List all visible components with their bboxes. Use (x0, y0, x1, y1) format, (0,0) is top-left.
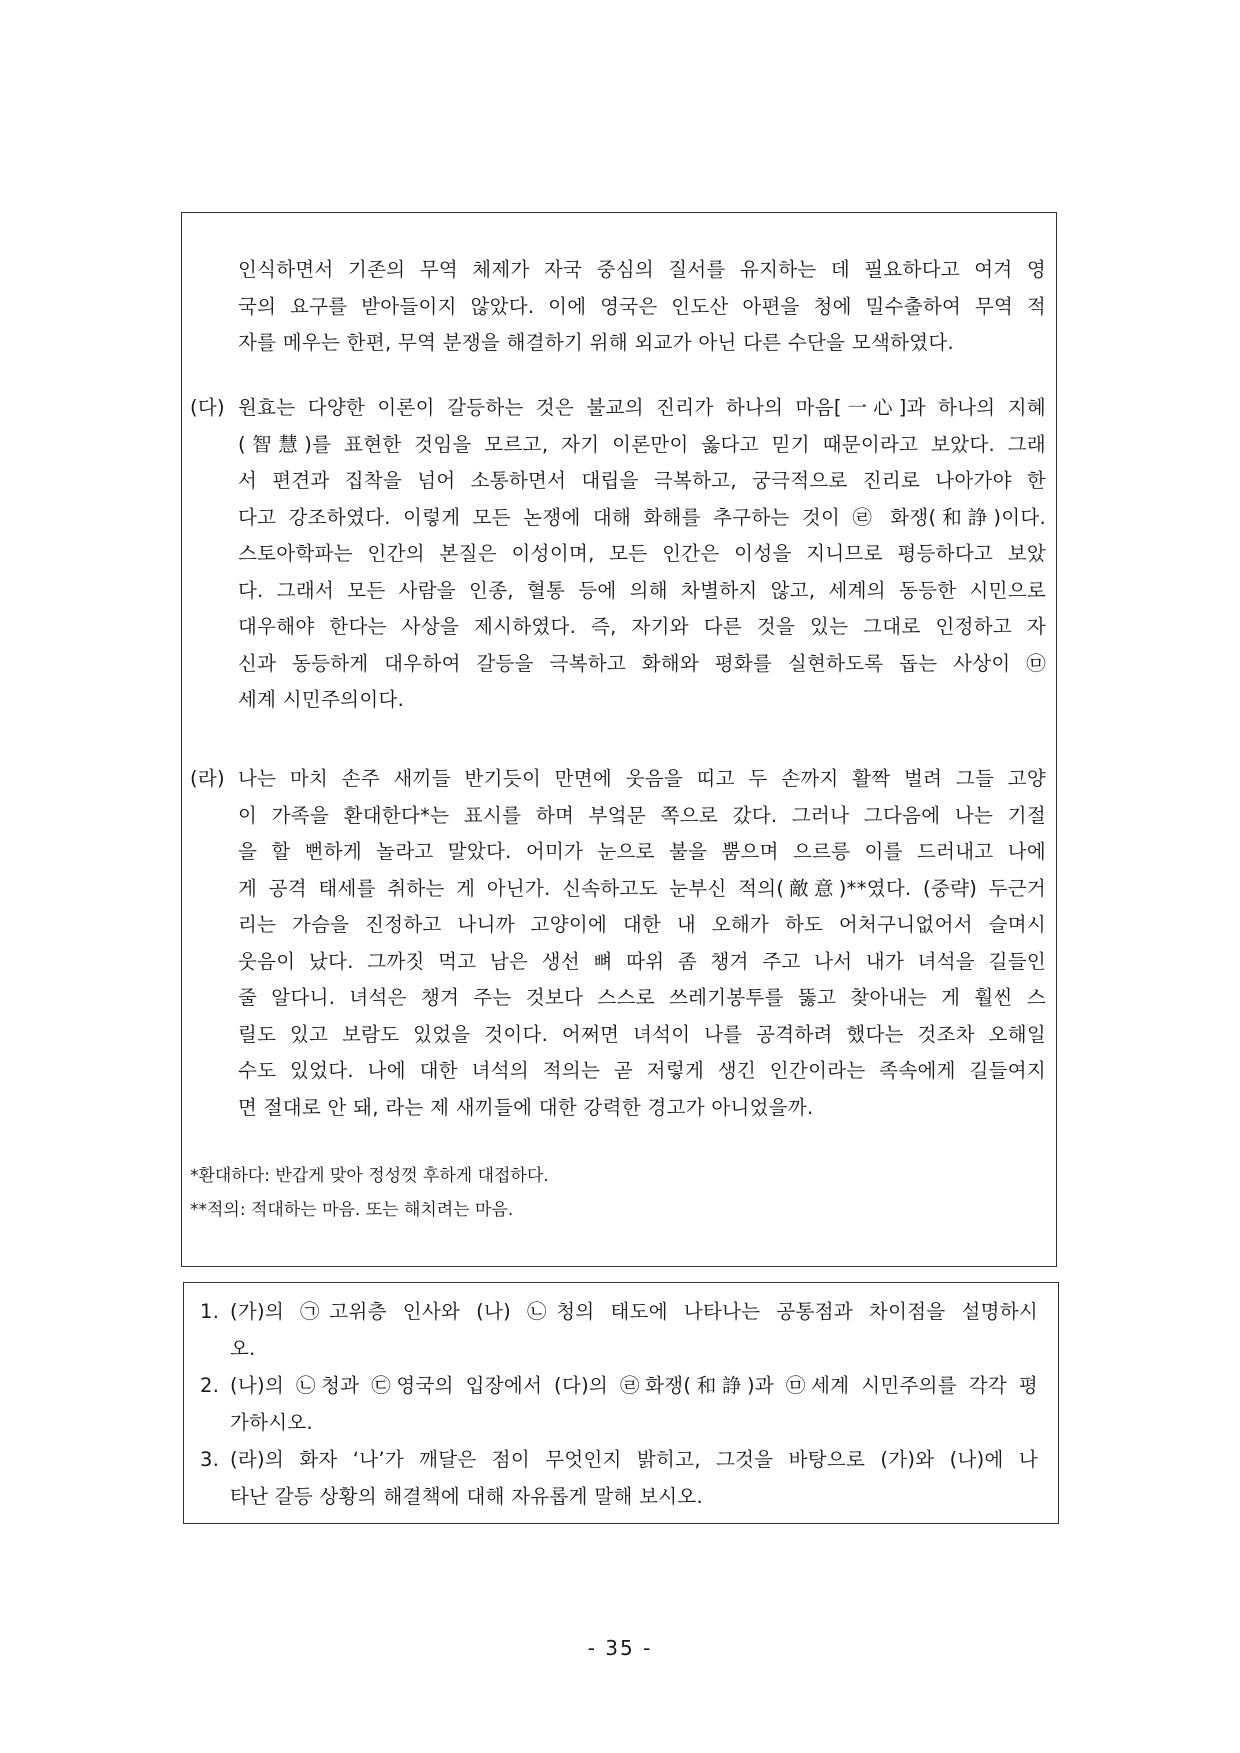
question-number: 1. (200, 1300, 220, 1323)
text-line: (나)의 ㉡청과 ㉢영국의 입장에서 (다)의 ㉣화쟁(和諍)과 ㉤세계 시민주의를 각각 평 (230, 1374, 1038, 1397)
text-line: 이 가족을 환대한다*는 표시를 하며 부엌문 쪽으로 갔다. 그러나 그다음에 나는 기절 (238, 803, 1046, 827)
text-line: 오. (230, 1336, 256, 1360)
question-number: 3. (200, 1448, 220, 1471)
text-line: 줄 알다니. 녀석은 챙겨 주는 것보다 스스로 쓰레기봉투를 뚫고 찾아내는 게 훨씬 스 (238, 986, 1046, 1009)
text-line: 타난 갈등 상황의 해결책에 대해 자유롭게 말해 보시오. (230, 1484, 704, 1508)
text-line: 국의 요구를 받아들이지 않았다. 이에 영국은 인도산 아편을 청에 밀수출하여 무역 적 (238, 294, 1046, 318)
text-line: 수도 있었다. 나에 대한 녀석의 적의는 곧 저렇게 생긴 인간이라는 족속에게 길들여지 (238, 1059, 1046, 1082)
text-line: (라)의 화자 ‘나’가 깨달은 점이 무엇인지 밝히고, 그것을 바탕으로 (가)와 (나)에 나 (230, 1448, 1038, 1471)
page-number: - 35 - (587, 1636, 653, 1660)
question-box (183, 1282, 1059, 1524)
text-line: 리는 가슴을 진정하고 나니까 고양이에 대한 내 오해가 하도 어처구니없어서 슬며시 (238, 913, 1046, 936)
footnote: *환대하다: 반갑게 맞아 정성껏 후하게 대접하다. (190, 1166, 549, 1186)
passage-box (181, 212, 1057, 1267)
text-line: 게 공격 태세를 취하는 게 아닌가. 신속하고도 눈부신 적의(敵意)**였다. (중략) 두근거 (238, 876, 1046, 900)
footnote: **적의: 적대하는 마음. 또는 해치려는 마음. (190, 1200, 514, 1220)
text-line: 나는 마치 손주 새끼들 반기듯이 만면에 웃음을 띠고 두 손까지 활짝 벌려 그들 고양 (238, 767, 1046, 790)
text-line: (가)의 ㉠고위층 인사와 (나) ㉡청의 태도에 나타나는 공통점과 차이점을 설명하시 (230, 1300, 1038, 1323)
text-line: 릴도 있고 보람도 있었을 것이다. 어쩌면 녀석이 나를 공격하려 했다는 것조차 오해일 (238, 1022, 1046, 1046)
text-line: 면 절대로 안 돼, 라는 제 새끼들에 대한 강력한 경고가 아니었을까. (238, 1095, 814, 1119)
text-line: 을 할 뻔하게 놀라고 말았다. 어미가 눈으로 불을 뿜으며 으르릉 이를 드러내고 나에 (238, 840, 1046, 863)
text-line: 가하시오. (230, 1410, 314, 1434)
text-line: (智慧)를 표현한 것임을 모르고, 자기 이론만이 옳다고 믿기 때문이라고 보았다. 그래 (238, 432, 1046, 456)
text-line: 다고 강조하였다. 이렇게 모든 논쟁에 대해 화해를 추구하는 것이 ㉣ 화쟁(和諍)이다. (238, 505, 1046, 529)
text-line: 자를 메우는 한편, 무역 분쟁을 해결하기 위해 외교가 아닌 다른 수단을 모색하였다. (238, 331, 955, 354)
section-marker: (라) (190, 767, 225, 790)
text-line: 웃음이 났다. 그까짓 먹고 남은 생선 뼈 따위 좀 챙겨 주고 나서 내가 녀석을 길들인 (238, 949, 1046, 973)
section-marker: (다) (190, 396, 225, 419)
text-line: 신과 동등하게 대우하여 갈등을 극복하고 화해와 평화를 실현하도록 돕는 사상이 ㉤ (238, 651, 1046, 675)
text-line: 인식하면서 기존의 무역 체제가 자국 중심의 질서를 유지하는 데 필요하다고 여겨 영 (238, 258, 1046, 281)
text-line: 다. 그래서 모든 사람을 인종, 혈통 등에 의해 차별하지 않고, 세계의 동등한 시민으로 (238, 578, 1046, 602)
text-line: 스토아학파는 인간의 본질은 이성이며, 모든 인간은 이성을 지니므로 평등하다고 보았 (238, 542, 1046, 565)
text-line: 서 편견과 집착을 넘어 소통하면서 대립을 극복하고, 궁극적으로 진리로 나아가야 한 (238, 469, 1046, 492)
question-number: 2. (200, 1374, 220, 1397)
text-line: 대우해야 한다는 사상을 제시하였다. 즉, 자기와 다른 것을 있는 그대로 인정하고 자 (238, 615, 1046, 638)
text-line: 세계 시민주의이다. (238, 688, 405, 711)
text-line: 원효는 다양한 이론이 갈등하는 것은 불교의 진리가 하나의 마음[一心]과 하나의 지혜 (238, 396, 1046, 419)
footnotes (190, 1159, 549, 1227)
